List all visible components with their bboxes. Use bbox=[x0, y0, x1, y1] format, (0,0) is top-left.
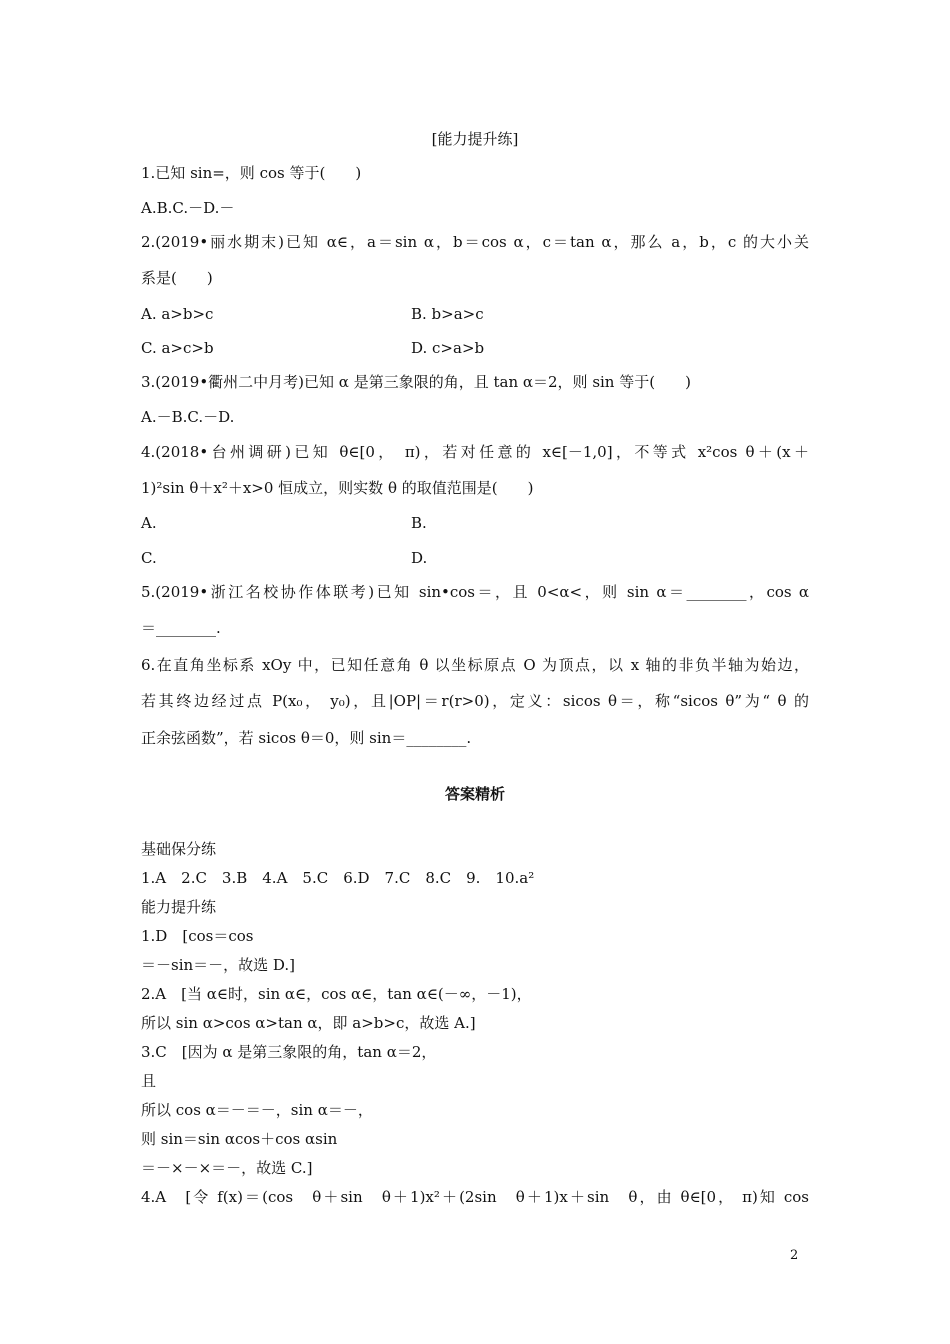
answers-advanced-title: 能力提升练 bbox=[141, 898, 217, 916]
question-4-option-d: D. bbox=[411, 549, 428, 567]
answer-2-line2: 所以 sin α>cos α>tan α，即 a>b>c，故选 A.] bbox=[141, 1014, 476, 1032]
question-2-stem-line2: 系是( ) bbox=[141, 269, 213, 287]
question-6-line2: 若其终边经过点 P(x₀， y₀)，且|OP|＝r(r>0)，定义：sicos θ＝，称“sicos θ”为“ θ 的 bbox=[141, 692, 809, 710]
question-3-options: A.－B.C.－D. bbox=[141, 408, 235, 426]
question-2-option-a: A. a>b>c bbox=[141, 305, 214, 323]
question-2-option-c: C. a>c>b bbox=[141, 339, 214, 357]
answer-1-line1: 1.D [cos＝cos bbox=[141, 927, 254, 945]
question-1-options: A.B.C.－D.－ bbox=[141, 199, 235, 217]
page-number: 2 bbox=[790, 1248, 799, 1263]
question-4-option-c: C. bbox=[141, 549, 157, 567]
answer-3-line4: 则 sin＝sin αcos＋cos αsin bbox=[141, 1130, 338, 1148]
question-3-stem: 3.(2019•衢州二中月考)已知 α 是第三象限的角，且 tan α＝2，则 sin 等于( ) bbox=[141, 373, 691, 391]
question-5-stem-line2: ＝________. bbox=[141, 619, 221, 637]
answer-3-line3: 所以 cos α＝－＝－，sin α＝－， bbox=[141, 1101, 373, 1119]
question-5-stem-line1: 5.(2019•浙江名校协作体联考)已知 sin•cos＝，且 0<α<，则 sin α＝________，cos α bbox=[141, 583, 809, 601]
question-4-stem-line2: 1)²sin θ＋x²＋x>0 恒成立，则实数 θ 的取值范围是( ) bbox=[141, 479, 534, 497]
question-6-line3: 正余弦函数”，若 sicos θ＝0，则 sin＝________. bbox=[141, 729, 472, 747]
question-4-option-b: B. bbox=[411, 514, 427, 532]
answer-3-line1: 3.C [因为 α 是第三象限的角，tan α＝2， bbox=[141, 1043, 437, 1061]
answer-3-line2: 且 bbox=[141, 1072, 157, 1090]
question-1-stem: 1.已知 sin=，则 cos 等于( ) bbox=[141, 164, 362, 182]
answer-4-line1: 4.A [令 f(x)＝(cos θ＋sin θ＋1)x²＋(2sin θ＋1)x＋sin θ，由 θ∈[0， π)知 cos bbox=[141, 1188, 809, 1206]
answer-1-line2: ＝－sin＝－，故选 D.] bbox=[141, 956, 296, 974]
answers-basic-title: 基础保分练 bbox=[141, 840, 217, 858]
section-title: [能力提升练] bbox=[431, 130, 519, 148]
answer-2-line1: 2.A [当 α∈时，sin α∈，cos α∈，tan α∈(－∞，－1)， bbox=[141, 985, 532, 1003]
question-4-stem-line1: 4.(2018•台州调研)已知 θ∈[0， π)，若对任意的 x∈[－1,0]，不等式 x²cos θ＋(x＋ bbox=[141, 443, 809, 461]
question-2-option-b: B. b>a>c bbox=[411, 305, 484, 323]
answers-title: 答案精析 bbox=[444, 785, 505, 803]
question-4-option-a: A. bbox=[141, 514, 157, 532]
answer-3-line5: ＝－×－×＝－，故选 C.] bbox=[141, 1159, 313, 1177]
question-2-option-d: D. c>a>b bbox=[411, 339, 485, 357]
question-6-line1: 6.在直角坐标系 xOy 中，已知任意角 θ 以坐标原点 O 为顶点，以 x 轴的非负半轴为始边， bbox=[141, 656, 809, 674]
answers-basic-list: 1.A 2.C 3.B 4.A 5.C 6.D 7.C 8.C 9. 10.a² bbox=[141, 869, 535, 887]
question-2-stem-line1: 2.(2019•丽水期末)已知 α∈，a＝sin α，b＝cos α，c＝tan α，那么 a，b，c 的大小关 bbox=[141, 233, 809, 251]
